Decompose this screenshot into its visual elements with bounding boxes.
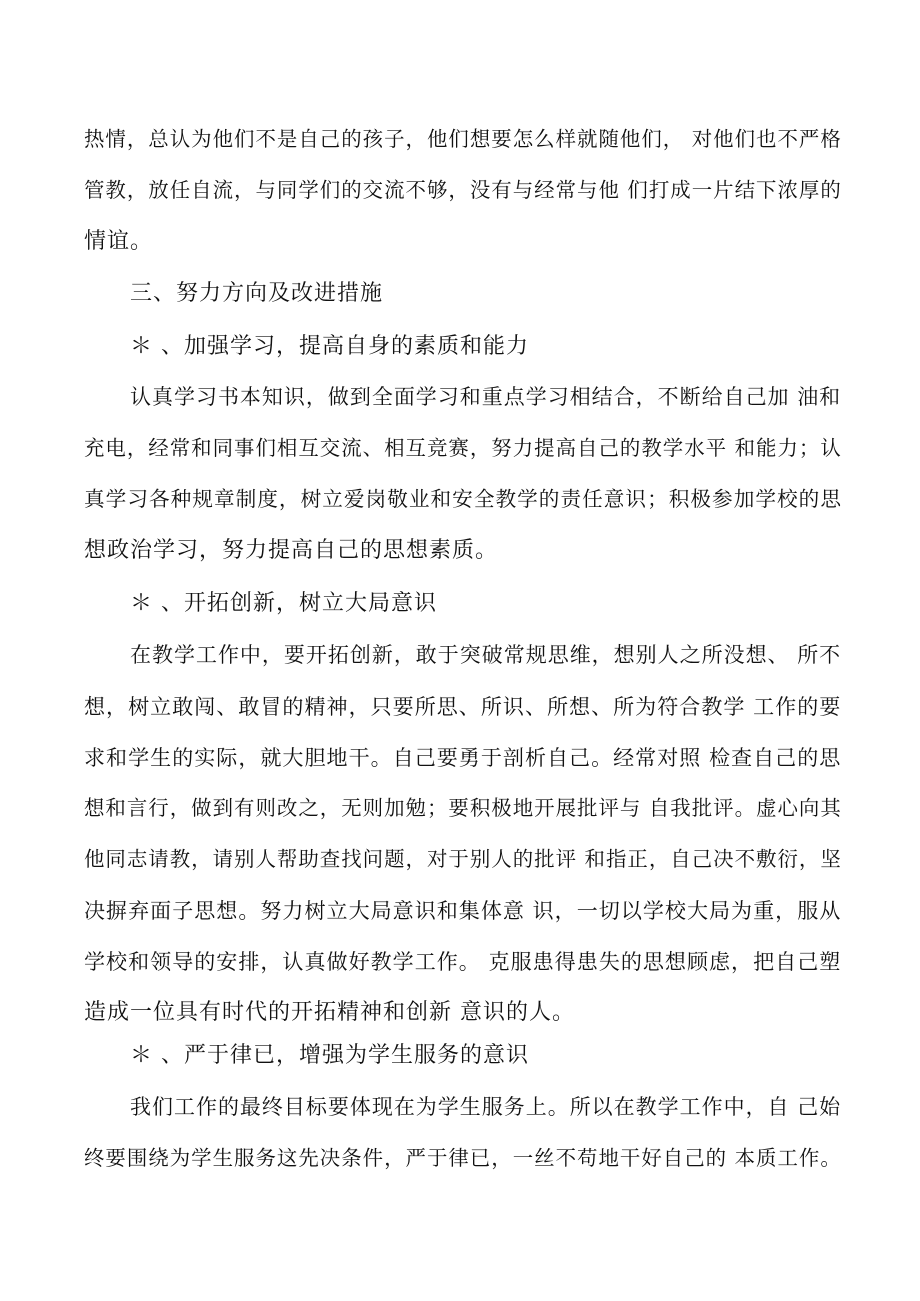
text-line: 他同志请教，请别人帮助查找问题，对于别人的批评 和指正，自己决不敷衍，坚 (84, 847, 842, 871)
subheading-discipline: ＊ 、严于律已，增强为学生服务的意识 (130, 1043, 529, 1068)
text-line: 造成一位具有时代的开拓精神和创新 意识的人。 (84, 1000, 575, 1025)
text-line: 学校和领导的安排，认真做好教学工作。 克服患得患失的思想顾虑，把自己塑 (84, 949, 842, 974)
text-line: 在教学工作中，要开拓创新，敢于突破常规思维，想别人之所没想、 所不 (130, 643, 842, 667)
text-line: 想政治学习，努力提高自己的思想素质。 (84, 538, 499, 563)
text-line: 认真学习书本知识，做到全面学习和重点学习相结合，不断给自己加 油和 (130, 385, 842, 409)
text-line: 求和学生的实际，就大胆地干。自己要勇于剖析自己。经常对照 检查自己的思 (84, 745, 842, 770)
text-line: 情谊。 (84, 229, 154, 254)
subheading-innovation: ＊ 、开拓创新，树立大局意识 (130, 591, 437, 616)
paragraph-service (84, 1082, 840, 1184)
text-line: 终要围绕为学生服务这先决条件，严于律已，一丝不苟地干好自己的 本质工作。 (84, 1146, 842, 1170)
text-line: 决摒弃面子思想。努力树立大局意识和集体意 识，一切以学校大局为重，服从 (84, 898, 842, 923)
paragraph-innovation (84, 630, 840, 1038)
paragraph-attitude (84, 114, 840, 267)
text-line: 热情，总认为他们不是自己的孩子，他们想要怎么样就随他们， 对他们也不严格 (84, 127, 842, 151)
text-line: 想和言行，做到有则改之，无则加勉；要积极地开展批评与 自我批评。虚心向其 (84, 796, 842, 820)
text-line: 充电，经常和同事们相互交流、相互竞赛，努力提高自己的教学水平 和能力；认 (84, 436, 842, 460)
text-line: 想，树立敢闯、敢冒的精神，只要所思、所识、所想、所为符合教学 工作的要 (84, 694, 842, 719)
text-line: 真学习各种规章制度，树立爱岗敬业和安全教学的责任意识；积极参加学校的思 (84, 487, 842, 511)
section-heading-improvement: 三、努力方向及改进措施 (130, 281, 384, 306)
text-line: 我们工作的最终目标要体现在为学生服务上。所以在教学工作中，自 己始 (130, 1095, 842, 1119)
subheading-study: ＊ 、加强学习，提高自身的素质和能力 (130, 334, 529, 359)
paragraph-study (84, 372, 840, 576)
text-line: 管教，放任自流，与同学们的交流不够，没有与经常与他 们打成一片结下浓厚的 (84, 178, 842, 202)
